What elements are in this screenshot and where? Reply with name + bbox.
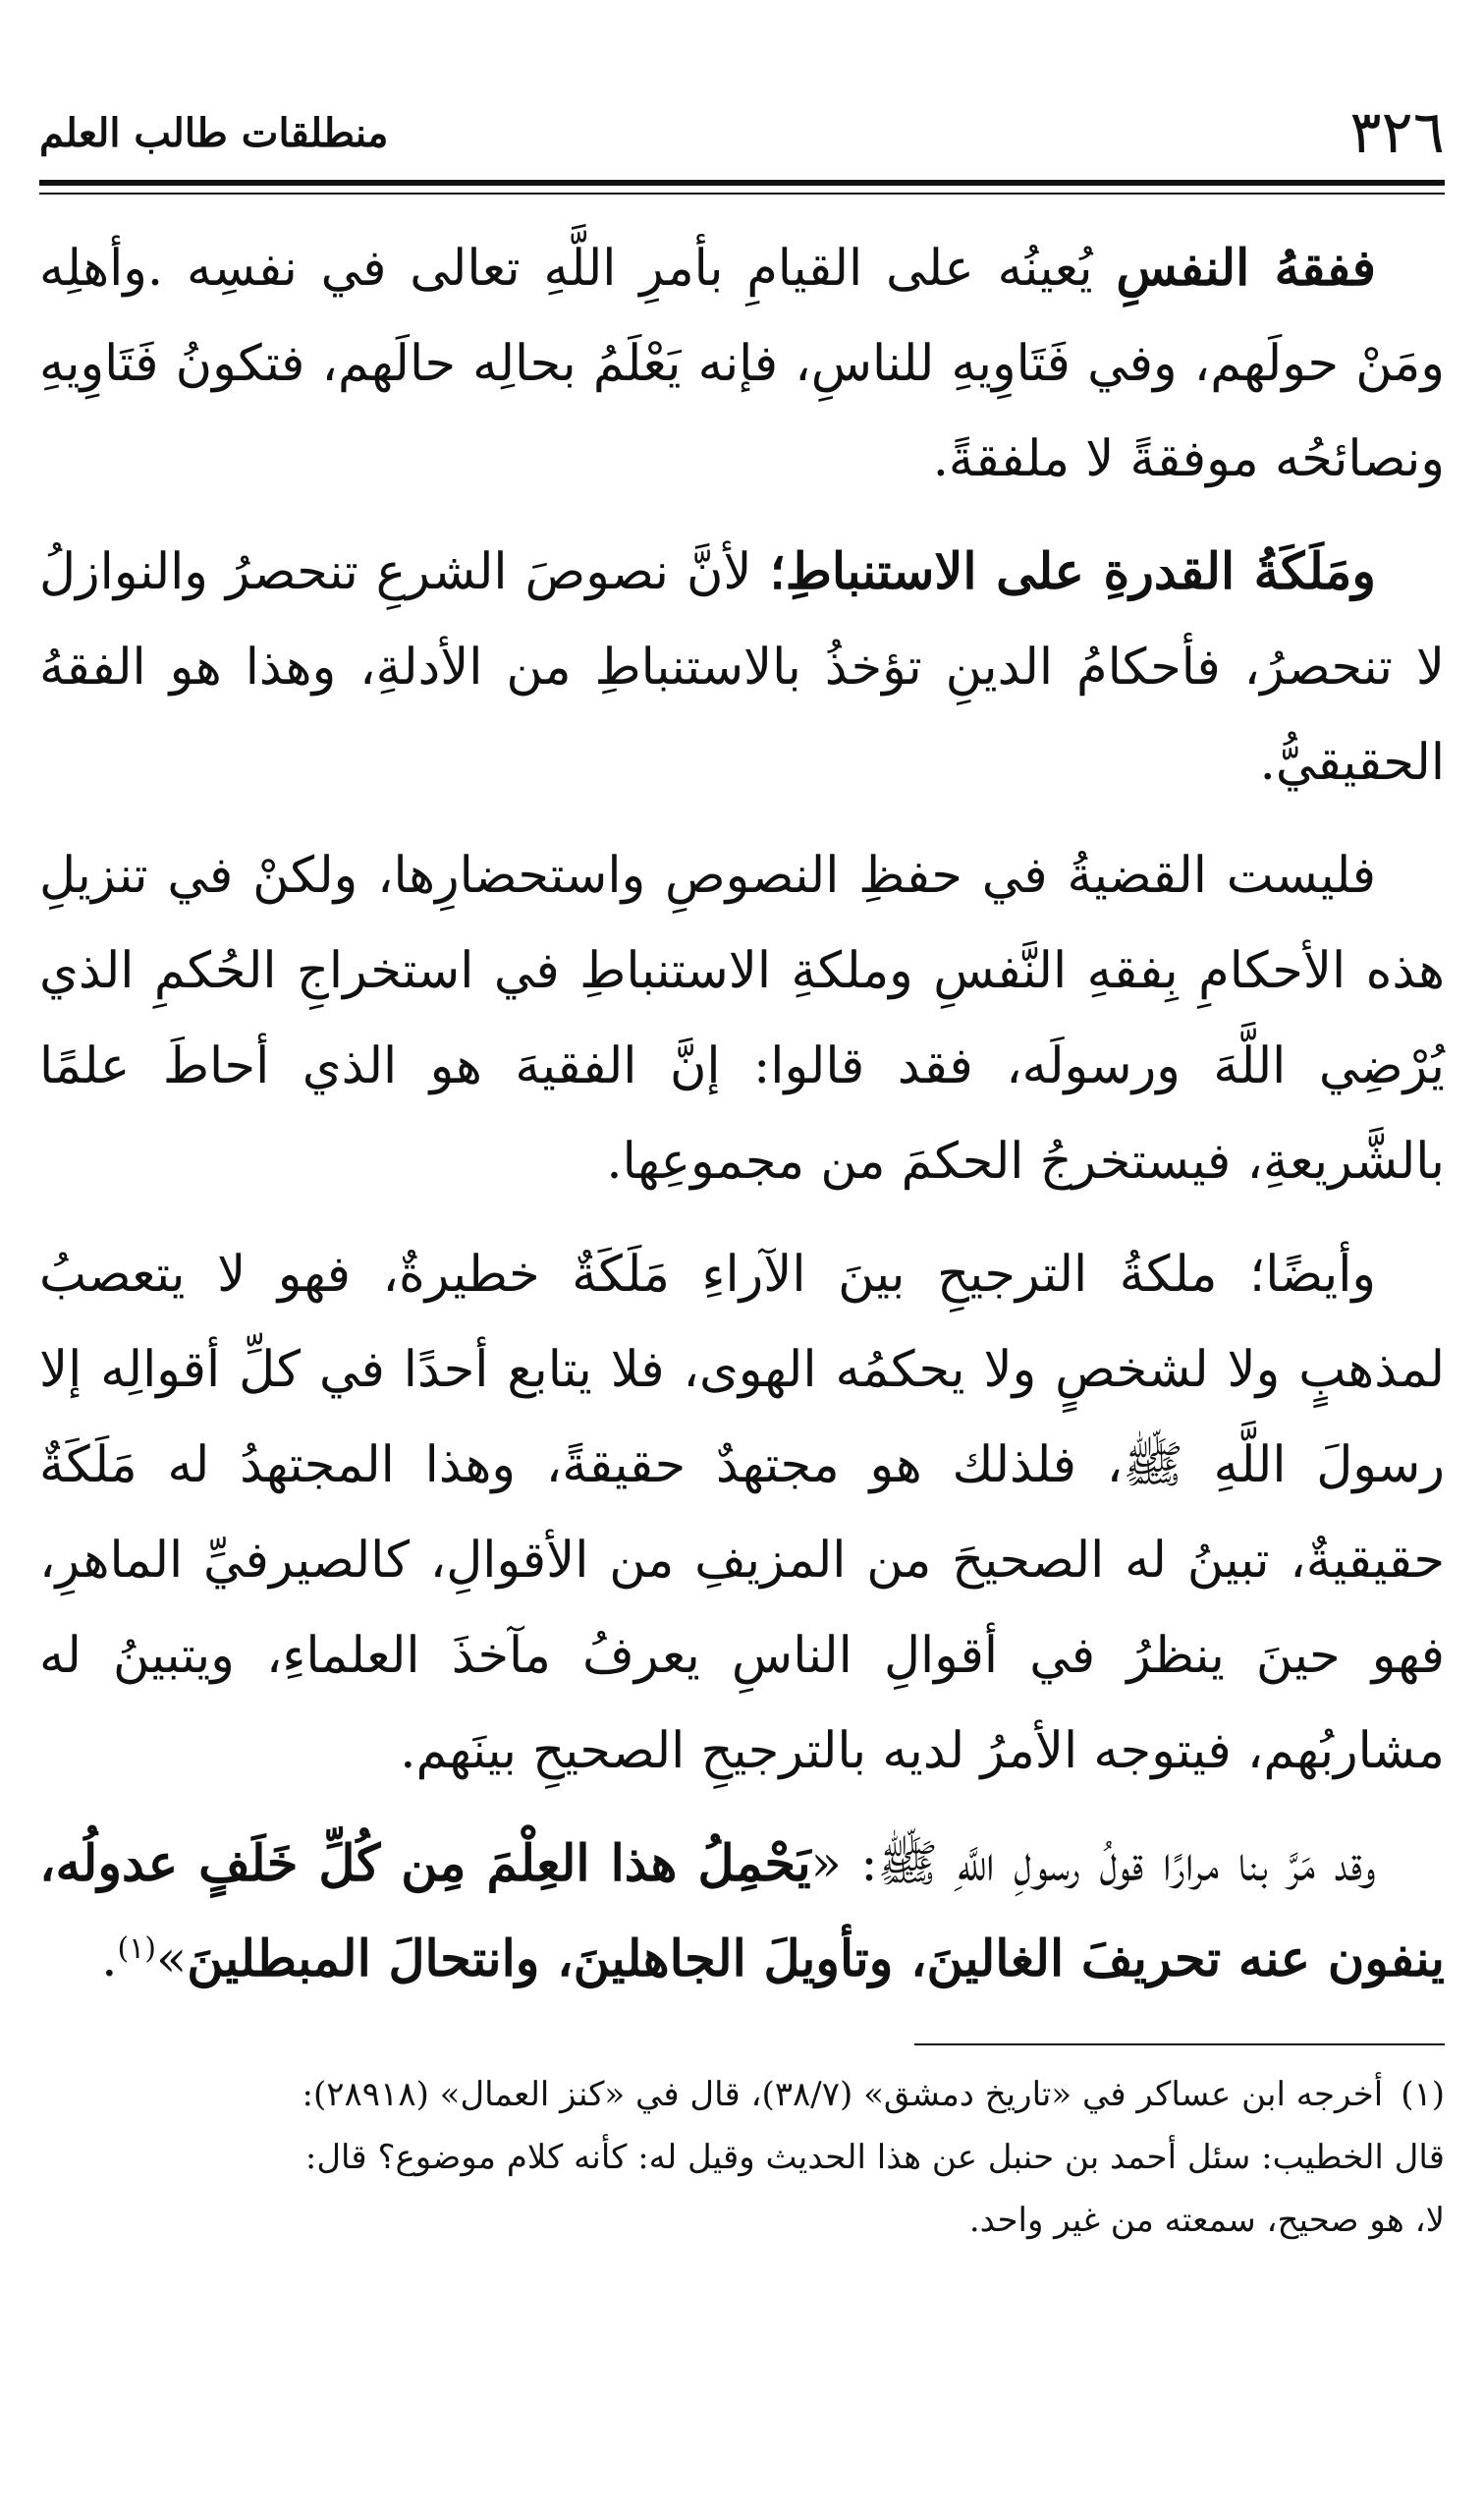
hadith-quote: يَحْمِلُ هذا العِلْمَ مِن كُلِّ خَلَفٍ عدولُه، ينفون عنه تحريفَ الغالينَ، وتأويلَ الجاهلينَ، وانتحالَ المبطلينَ [39, 1834, 1445, 1988]
footnote-line [39, 2063, 1445, 2126]
running-title: منطلقات طالب العلم [39, 109, 389, 156]
header-rule-thick [39, 180, 1445, 186]
quote-close: » [156, 1930, 188, 1988]
paragraph [39, 1817, 1445, 2007]
paragraph-end: . [101, 1930, 118, 1988]
header-rule-thin [39, 193, 1445, 195]
paragraph [39, 525, 1445, 811]
footnote-ref[interactable]: (١) [117, 1931, 157, 1966]
page-header [39, 93, 1445, 172]
footnote-number: (١) [1401, 2075, 1445, 2114]
paragraph [39, 221, 1445, 507]
footnote-rule [914, 2043, 1445, 2045]
footnote-text: أخرجه ابن عساكر في «تاريخ دمشق» (٣٨/٧)، قال في «كنز العمال» (٢٨٩١٨): [302, 2075, 1384, 2114]
paragraph-lead: ففقهُ النفسِ [1116, 239, 1376, 298]
paragraph-text: فليست القضيةُ في حفظِ النصوصِ واستحضارِها، ولكنْ في تنزيلِ هذه الأحكامِ بِفقهِ النَّفسِ وملكةِ الاستنباطِ في استخراجِ الحُكمِ الذي يُرْضِي اللَّهَ ورسولَه، فقد قالوا: إنَّ الفقيهَ هو الذي أحاطَ علمًا بالشَّريعةِ، فيستخرجُ الحكمَ من مجموعِها. [39, 847, 1445, 1191]
main-text [39, 221, 1445, 2007]
paragraph [39, 1227, 1445, 1799]
paragraph-text: لأنَّ نصوصَ الشرعِ تنحصرُ والنوازلُ لا تنحصرُ، فأحكامُ الدينِ تؤخذُ بالاستنباطِ من الأدلةِ، وهذا هو الفقهُ الحقيقيُّ. [39, 543, 1445, 792]
footnote-line: قال الخطيب: سئل أحمد بن حنبل عن هذا الحديث وقيل له: كأنه كلام موضوع؟ قال: [304, 2138, 1445, 2177]
footnotes [39, 2063, 1445, 2252]
paragraph-lead: ومَلَكَةُ القدرةِ على الاستنباطِ؛ [769, 542, 1376, 601]
paragraph [39, 828, 1445, 1209]
footnote-line: لا، هو صحيح، سمعته من غير واحد. [968, 2201, 1445, 2240]
paragraph-text: وأيضًا؛ ملكةُ الترجيحِ بينَ الآراءِ مَلَكَةٌ خطيرةٌ، فهو لا يتعصبُ لمذهبٍ ولا لشخصٍ ولا يحكمُه الهوى، فلا يتابع أحدًا في كلِّ أقوالِه إلا رسولَ اللَّهِ ﷺ، فلذلك هو مجتهدٌ حقيقةً، وهذا المجتهدُ له مَلَكَةٌ حقيقيةٌ، تبينُ له الصحيحَ من المزيفِ من الأقوالِ، كالصيرفيِّ الماهرِ، فهو حينَ ينظرُ في أقوالِ الناسِ يعرفُ مآخذَ العلماءِ، ويتبينُ له مشاربُهم، فيتوجه الأمرُ لديه بالترجيحِ الصحيحِ بينَهم. [39, 1246, 1445, 1780]
paragraph-text: وقد مَرَّ بنا مرارًا قولُ رسولِ اللَّهِ ﷺ: « [810, 1835, 1376, 1893]
paragraph-text: يُعينُه على القيامِ بأمرِ اللَّهِ تعالى في نفسِه .وأهلِه ومَنْ حولَهم، وفي فَتَاوِيهِ للناسِ، فإنه يَعْلَمُ بحالِه حالَهم، فتكونُ فَتَاوِيهِ ونصائحُه موفقةً لا ملفقةً. [39, 240, 1445, 488]
page-number: ٣٢٦ [1349, 98, 1445, 167]
